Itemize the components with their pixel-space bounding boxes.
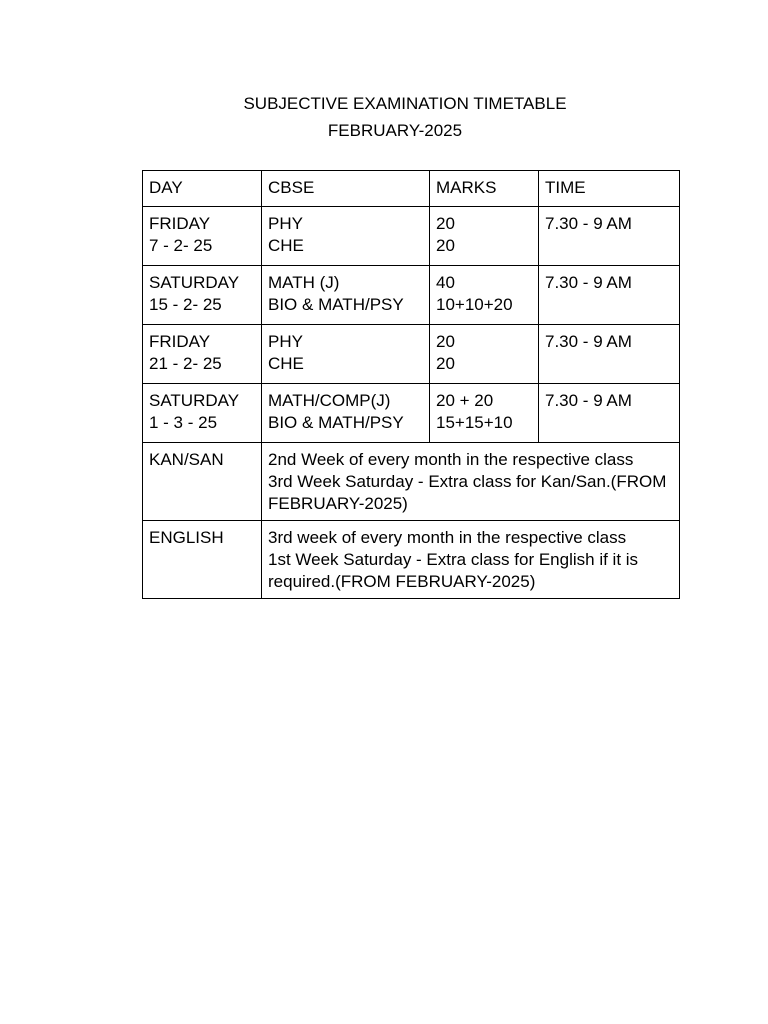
day-cell: [143, 325, 262, 384]
day-name: SATURDAY: [149, 273, 240, 292]
subject-cell: [262, 325, 430, 384]
note-line-2: 1st Week Saturday - Extra class for English if it is required.(FROM FEBRUARY-2025): [268, 550, 639, 591]
note-text: [262, 521, 680, 599]
note-line-1: 3rd week of every month in the respective class: [268, 528, 627, 547]
marks-line-2: 15+15+10: [436, 413, 513, 432]
marks-line-1: 40: [436, 273, 455, 292]
marks-cell: [430, 207, 539, 266]
subject-line-1: PHY: [268, 214, 303, 233]
table-row: [143, 207, 680, 266]
timetable: [142, 170, 680, 599]
time-cell: 7.30 - 9 AM: [539, 325, 680, 384]
marks-line-2: 20: [436, 354, 455, 373]
day-date: 7 - 2- 25: [149, 236, 213, 255]
header-time: TIME: [539, 171, 680, 207]
day-date: 21 - 2- 25: [149, 354, 222, 373]
subject-cell: [262, 207, 430, 266]
header-cbse: CBSE: [262, 171, 430, 207]
day-date: 15 - 2- 25: [149, 295, 222, 314]
subject-cell: [262, 266, 430, 325]
marks-line-1: 20 + 20: [436, 391, 494, 410]
note-line-1: 2nd Week of every month in the respective class: [268, 450, 634, 469]
subject-line-1: MATH (J): [268, 273, 340, 292]
table-row: [143, 384, 680, 443]
time-cell: 7.30 - 9 AM: [539, 266, 680, 325]
day-name: FRIDAY: [149, 214, 211, 233]
time-cell: 7.30 - 9 AM: [539, 384, 680, 443]
notes-row: [143, 521, 680, 599]
marks-line-1: 20: [436, 332, 455, 351]
day-date: 1 - 3 - 25: [149, 413, 218, 432]
marks-cell: [430, 384, 539, 443]
header-marks: MARKS: [430, 171, 539, 207]
subject-line-2: CHE: [268, 354, 304, 373]
note-text: [262, 443, 680, 521]
table-header-row: [143, 171, 680, 207]
marks-cell: [430, 325, 539, 384]
notes-row: [143, 443, 680, 521]
day-name: SATURDAY: [149, 391, 240, 410]
note-label: ENGLISH: [143, 521, 262, 599]
marks-line-2: 10+10+20: [436, 295, 513, 314]
subject-line-2: BIO & MATH/PSY: [268, 295, 404, 314]
marks-cell: [430, 266, 539, 325]
day-cell: [143, 266, 262, 325]
marks-line-2: 20: [436, 236, 455, 255]
table-row: [143, 325, 680, 384]
subject-line-2: BIO & MATH/PSY: [268, 413, 404, 432]
day-cell: [143, 207, 262, 266]
subject-line-2: CHE: [268, 236, 304, 255]
subject-line-1: PHY: [268, 332, 303, 351]
subject-line-1: MATH/COMP(J): [268, 391, 391, 410]
table-row: [143, 266, 680, 325]
note-label: KAN/SAN: [143, 443, 262, 521]
header-day: DAY: [143, 171, 262, 207]
document-subtitle: FEBRUARY-2025: [327, 121, 463, 140]
day-cell: [143, 384, 262, 443]
note-line-2: 3rd Week Saturday - Extra class for Kan/San.(FROM FEBRUARY-2025): [268, 472, 667, 513]
marks-line-1: 20: [436, 214, 455, 233]
subject-cell: [262, 384, 430, 443]
time-cell: 7.30 - 9 AM: [539, 207, 680, 266]
day-name: FRIDAY: [149, 332, 211, 351]
document-title: SUBJECTIVE EXAMINATION TIMETABLE: [243, 94, 567, 113]
